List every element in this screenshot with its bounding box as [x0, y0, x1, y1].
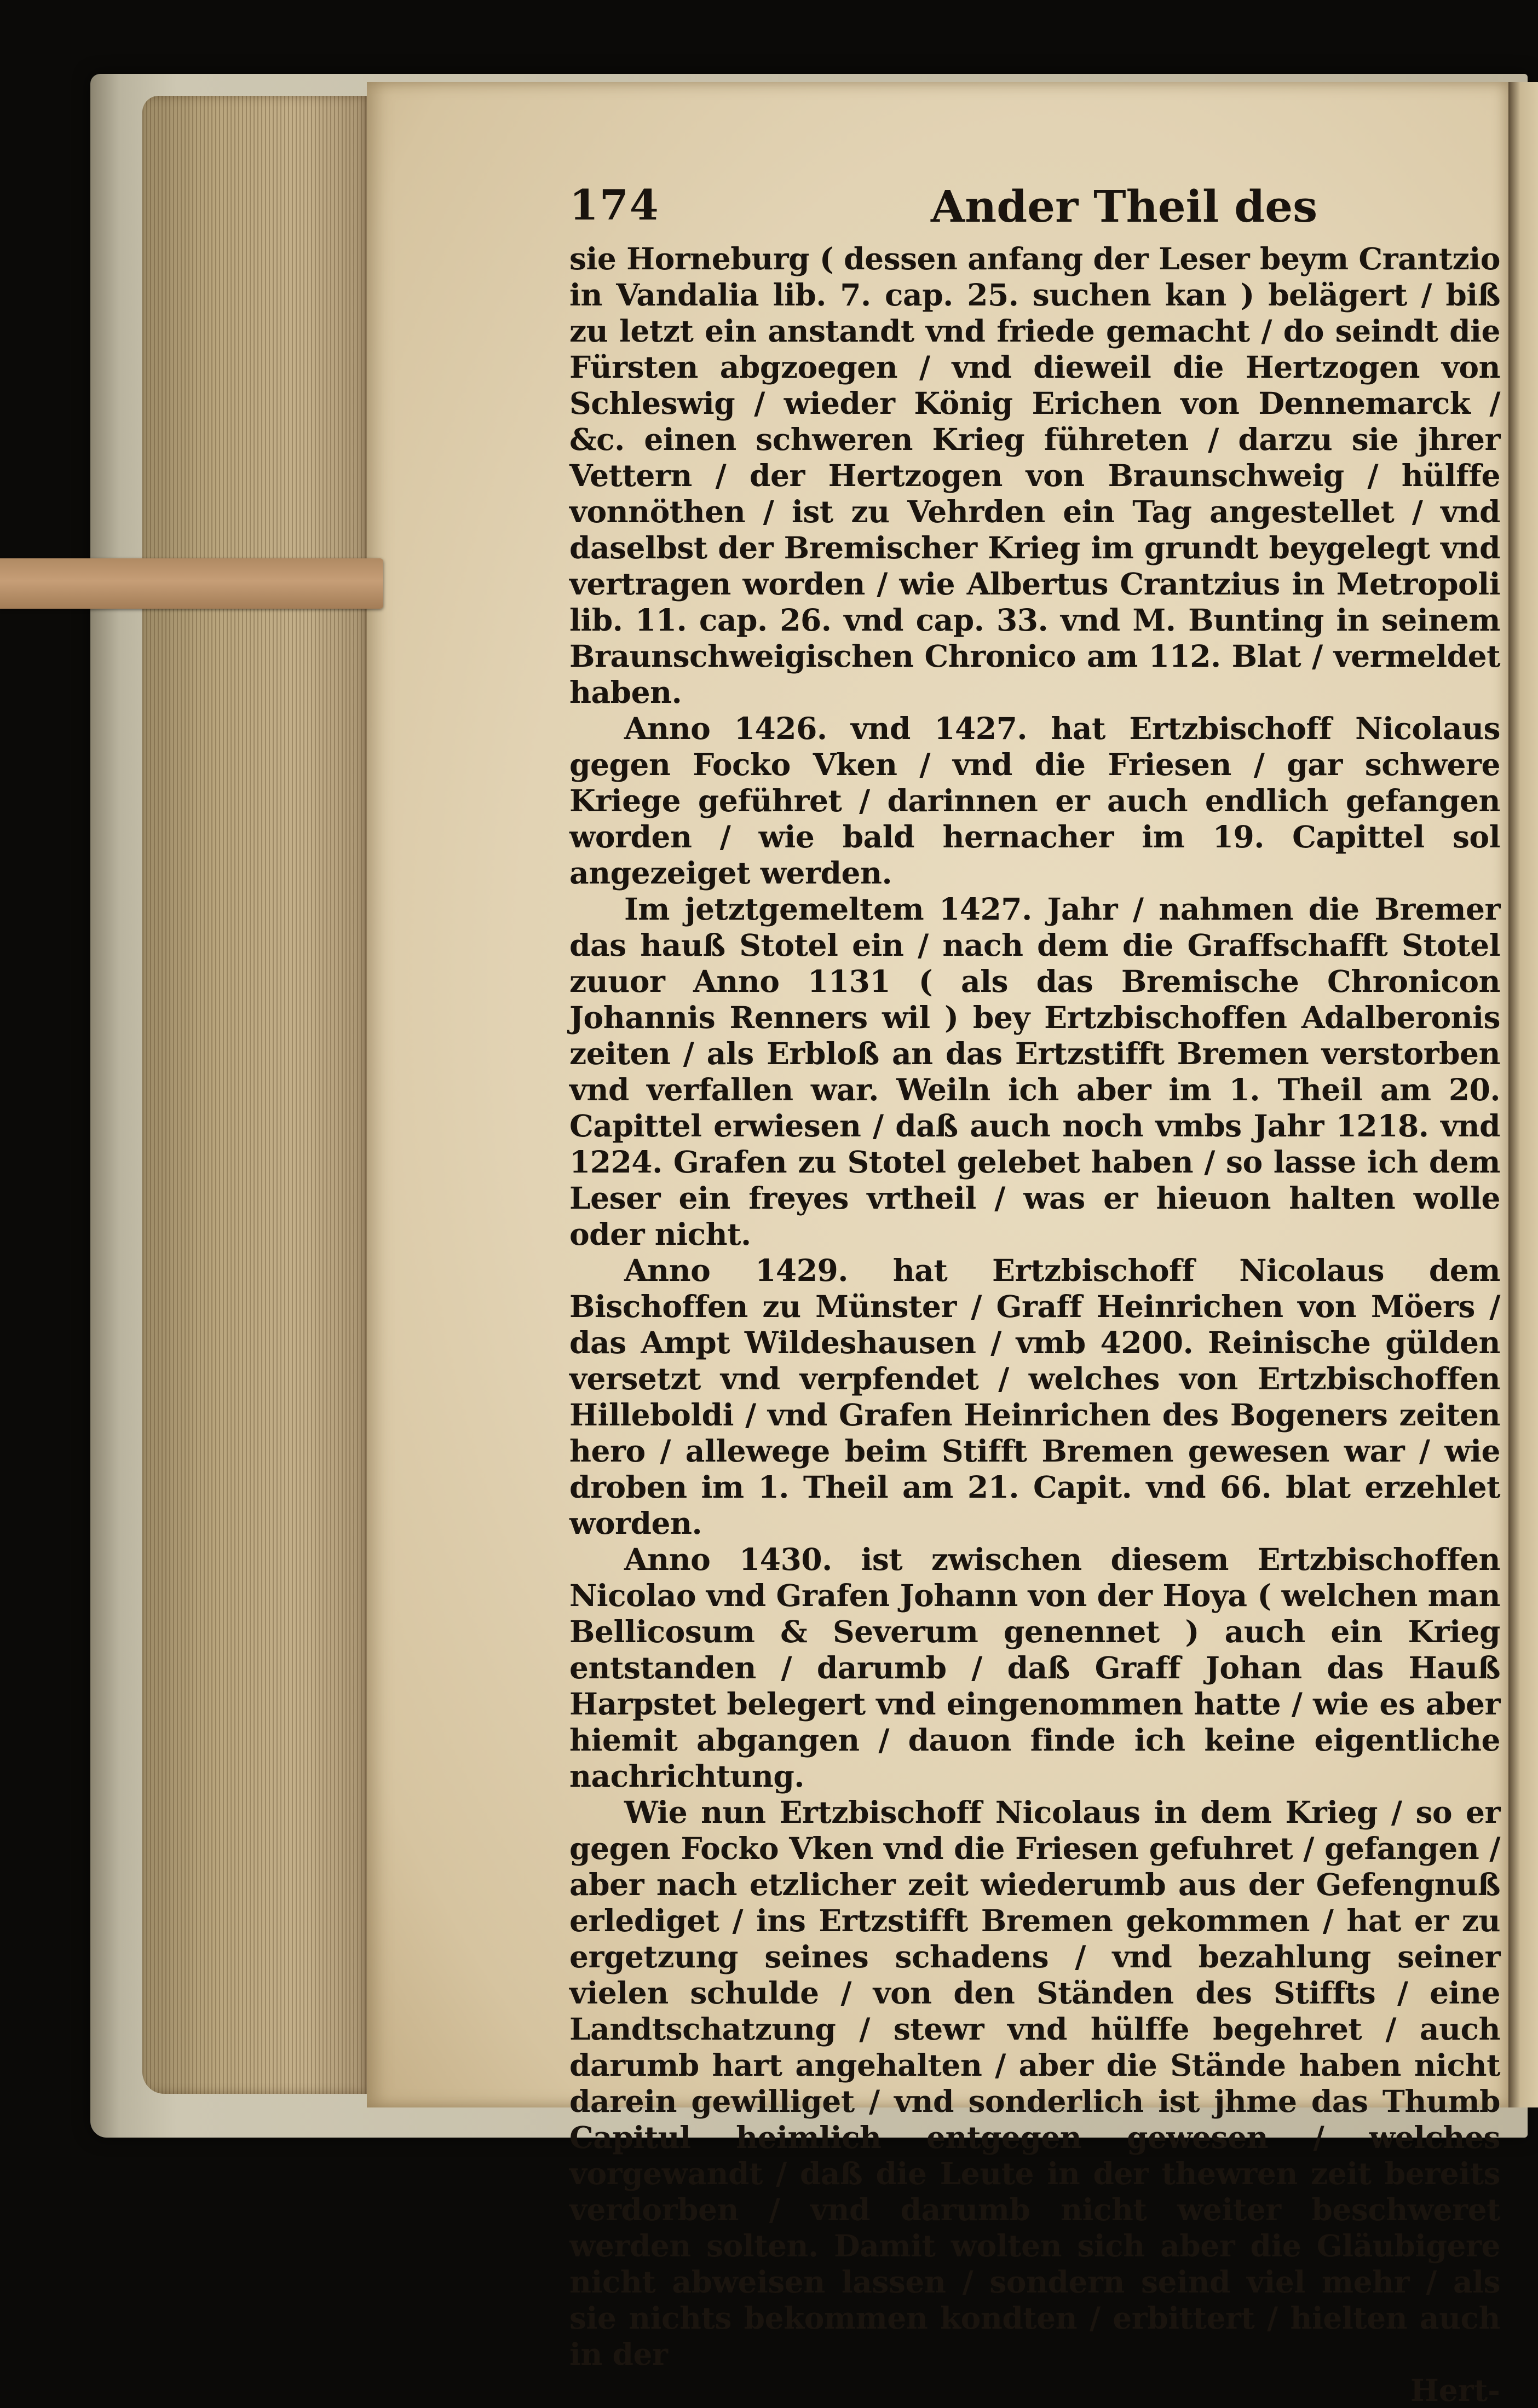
body-text: [569, 241, 1500, 2372]
catchword: Hert-: [1410, 2372, 1500, 2408]
paragraph: Im jetztgemeltem 1427. Jahr / nahmen die Bremer das hauß Stotel ein / nach dem die Graffschafft Stotel zuuor Anno 1131 ( als das Bremische Chronicon Johannis Renners wil ) bey Ertzbischoffen Adalberonis zeiten / als Erbloß an das Ertzstifft Bremen verstorben vnd verfallen war. Weiln ich aber im 1. Theil am 20. Capittel erwiesen / daß auch noch vmbs Jahr 1218. vnd 1224. Grafen zu Stotel gelebet haben / so lasse ich dem Leser ein freyes vrtheil / was er hieuon halten wolle oder nicht.: [569, 891, 1500, 1252]
page-edges: [142, 96, 372, 2094]
paragraph: Anno 1426. vnd 1427. hat Ertzbischoff Nicolaus gegen Focko Vken / vnd die Friesen / gar schwere Kriege geführet / darinnen er auch endlich gefangen worden / wie bald hernacher im 19. Capittel sol angezeiget werden.: [569, 711, 1500, 891]
paragraph: Anno 1430. ist zwischen diesem Ertzbischoffen Nicolao vnd Grafen Johann von der Hoya ( welchen man Bellicosum & Severum genennet ) auch ein Krieg entstanden / darumb / daß Graff Johan das Hauß Harpstet belegert vnd eingenommen hatte / wie es aber hiemit abgangen / dauon finde ich keine eigentliche nachrichtung.: [569, 1541, 1500, 1794]
page-content: [569, 181, 1500, 2408]
paragraph: Anno 1429. hat Ertzbischoff Nicolaus dem Bischoffen zu Münster / Graff Heinrichen von Möers / das Ampt Wildeshausen / vmb 4200. Reinische gülden versetzt vnd verpfendet / welches von Ertzbischoffen Hilleboldi / vnd Grafen Heinrichen des Bogeners zeiten hero / allewege beim Stifft Bremen gewesen war / wie droben im 1. Theil am 21. Capit. vnd 66. blat erzehlet worden.: [569, 1252, 1500, 1541]
running-title: Ander Theil des: [931, 181, 1318, 232]
paragraph: sie Horneburg ( dessen anfang der Leser beym Crantzio in Vandalia lib. 7. cap. 25. suchen kan ) belägert / biß zu letzt ein anstandt vnd friede gemacht / do seindt die Fürsten abgzoegen / vnd dieweil die Hertzogen von Schleswig / wieder König Erichen von Dennemarck / &c. einen schweren Krieg führeten / darzu sie jhrer Vettern / der Hertzogen von Braunschweig / hülffe vonnöthen / ist zu Vehrden ein Tag angestellet / vnd daselbst der Bremischer Krieg im grundt beygelegt vnd vertragen worden / wie Albertus Crantzius in Metropoli lib. 11. cap. 26. vnd cap. 33. vnd M. Bunting in seinem Braunschweigischen Chronico am 112. Blat / vermeldet haben.: [569, 241, 1500, 710]
page-header: [569, 181, 1500, 241]
page-number: 174: [569, 181, 660, 229]
ribbon-bookmark: [0, 558, 383, 609]
paragraph: Wie nun Ertzbischoff Nicolaus in dem Krieg / so er gegen Focko Vken vnd die Friesen gefuhret / gefangen / aber nach etzlicher zeit wiederumb aus der Gefengnuß erlediget / ins Ertzstifft Bremen gekommen / hat er zu ergetzung seines schadens / vnd bezahlung seiner vielen schulde / von den Ständen des Stiffts / eine Landtschatzung / stewr vnd hülffe begehret / auch darumb hart angehalten / aber die Stände haben nicht darein gewilliget / vnd sonderlich ist jhme das Thumb Capitul heimlich entgegen gewesen / welches vorgewandt / daß die Leute in der thewren zeit bereits verdorben / vnd darumb nicht weiter beschweret werden solten. Damit wolten sich aber die Gläubigere nicht abweisen lassen / sondern seind viel mehr / als sie nichts bekommen kondten / erbittert / hielten auch in der: [569, 1794, 1500, 2372]
facing-page-edge: [1508, 82, 1538, 2107]
